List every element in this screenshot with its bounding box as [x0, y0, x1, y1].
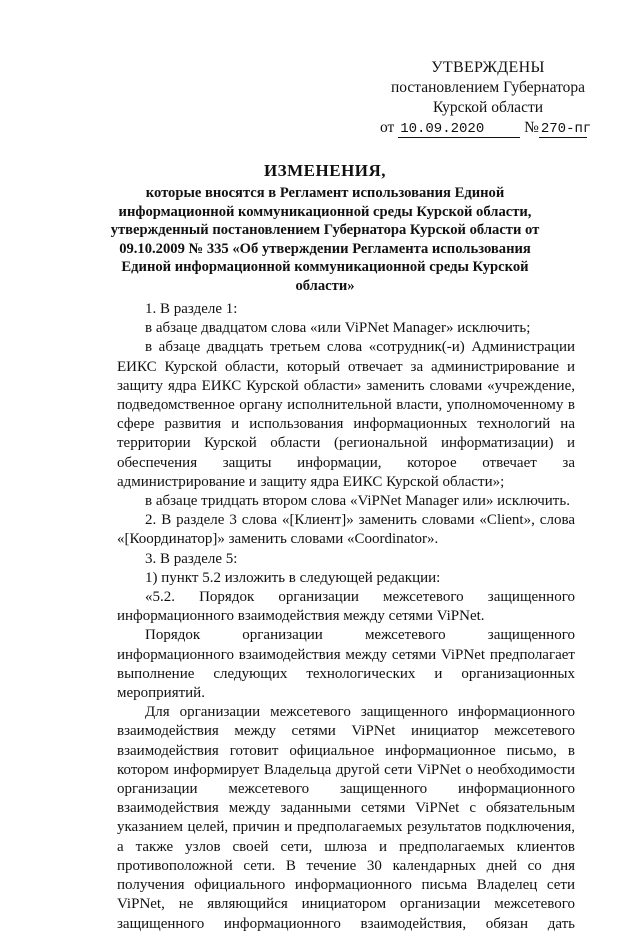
paragraph: Для организации межсетевого защищенного информационного взаимодействия между сетями ViPNet инициатор межсетевого взаимодействия готовит официальное информационное письмо, в котором информирует Владельца другой сети ViPNet о необходимости организации межсетевого защищенного информационного взаимодействия между заданными сетями ViPNet с обязательным указанием целей, причин и предполагаемых результатов подключения, а также узлов своей сети, шлюза и предполагаемых клиентов противоположной сети. В течение 30 календарных дней со дня получения официального информационного письма Владелец сети ViPNet, не являющийся инициатором организации межсетевого защищенного информационного взаимодействия, обязан дать — [117, 704, 575, 932]
paragraph: «5.2. Порядок организации межсетевого защищенного информационного взаимодействия между сетями ViPNet. — [117, 589, 575, 625]
document-title — [95, 160, 555, 296]
paragraph: в абзаце двадцать третьем слова «сотрудник(-и) Администрации ЕИКС Курской области, который отвечает за администрирование и защиту ядра ЕИКС Курской области» заменить словами «учреждение, подведомственное органу исполнительной власти, уполномоченному в сфере развития и использования информационных технологий на территории Курской области (региональной информатизации) и обеспечения защиты информации, которое отвечает за администрирование и защиту ядра ЕИКС Курской области»; — [117, 339, 575, 490]
paragraph: 1) пункт 5.2 изложить в следующей редакции: — [145, 569, 441, 586]
approval-heading: УТВЕРЖДЕНЫ — [431, 59, 545, 76]
paragraph: Порядок организации межсетевого защищенного информационного взаимодействия между сетями ViPNet предполагает выполнение следующих технологических и организационных мероприятий. — [117, 627, 575, 702]
approval-date: 10.09.2020 — [398, 121, 520, 138]
paragraph: 1. В разделе 1: — [145, 301, 238, 317]
paragraph: в абзаце тридцать втором слова «ViPNet Manager или» исключить. — [145, 493, 570, 510]
approval-number-sign: № — [524, 119, 539, 136]
approval-line-2: Курской области — [432, 99, 544, 116]
title-main: ИЗМЕНЕНИЯ, — [263, 161, 387, 180]
approval-number: 270-пг — [540, 121, 592, 137]
approval-from-prefix: от — [380, 119, 395, 136]
paragraph: в абзаце двадцатом слова «или ViPNet Manager» исключить; — [145, 320, 531, 337]
paragraph: 3. В разделе 5: — [145, 550, 238, 567]
paragraph: 2. В разделе 3 слова «[Клиент]» заменить словами «Client», слова «[Координатор]» заменить словами «Coordinator». — [117, 512, 575, 548]
approval-stamp — [368, 58, 608, 138]
approval-date-line — [368, 118, 608, 138]
document-body — [117, 300, 575, 934]
approval-line-1: постановлением Губернатора — [390, 79, 586, 96]
title-subtitle: которые вносятся в Регламент использования Единой информационной коммуникационной среды Курской области, утвержденный постановлением Губернатора Курской области от 09.10.2009 № 335 «Об утверждении Регламента использования Единой информационной коммуникационной среды Курской области» — [110, 185, 540, 294]
